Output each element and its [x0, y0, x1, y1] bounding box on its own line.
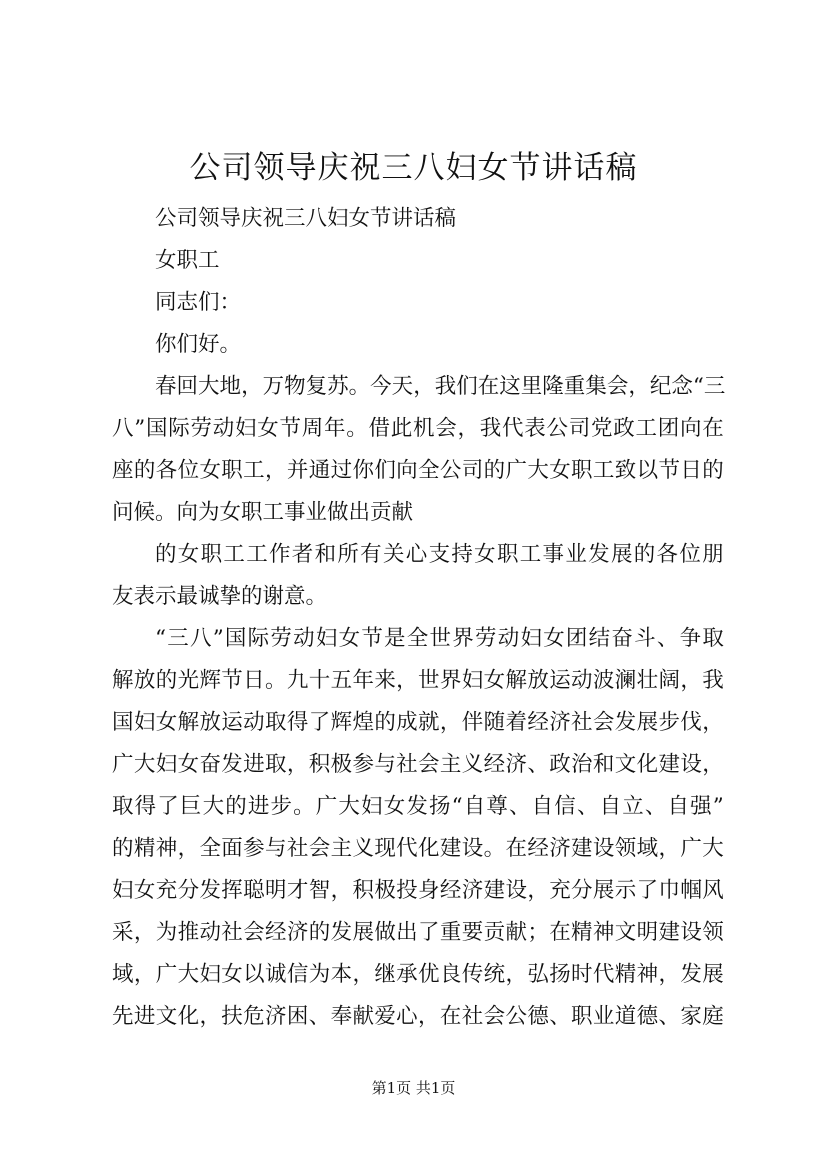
paragraph-line: 同志们：: [155, 290, 242, 315]
paragraph-line: 域 ， 广 大 妇 女 以 诚 信 为 本 ， 继 承 优 良 传 统 ， 弘 扬 时 代 精 神 ， 发 展: [112, 962, 724, 987]
paragraph-line: “ 三 八 ” 国 际 劳 动 妇 女 节 是 全 世 界 劳 动 妇 女 团 结 奋 斗 、 争 取: [155, 626, 724, 651]
paragraph-line: 春 回 大 地 ， 万 物 复 苏 。 今 天 ， 我 们 在 这 里 隆 重 集 会 ， 纪 念 “ 三: [155, 374, 726, 399]
document-title: 公司领导庆祝三八妇女节讲话稿: [189, 150, 638, 186]
paragraph-line: 采 ， 为 推 动 社 会 经 济 的 发 展 做 出 了 重 要 贡 献 ； 在 精 神 文 明 建 设 领: [112, 920, 724, 945]
paragraph-line: 的 精 神 ， 全 面 参 与 社 会 主 义 现 代 化 建 设 。 在 经 济 建 设 领 域 ， 广 大: [112, 836, 724, 861]
paragraph-line: 女职工: [155, 248, 220, 273]
page-footer: 第1页 共1页: [371, 1079, 456, 1097]
paragraph-line: 的 女 职 工 工 作 者 和 所 有 关 心 支 持 女 职 工 事 业 发 展 的 各 位 朋: [155, 542, 724, 567]
document-body: [112, 198, 724, 1038]
paragraph-line: 友表示最诚挚的谢意。: [112, 584, 328, 609]
paragraph-line: 先 进 文 化 ， 扶 危 济 困 、 奉 献 爱 心 ， 在 社 会 公 德 、 职 业 道 德 、 家 庭: [112, 1004, 724, 1029]
paragraph-line: 国 妇 女 解 放 运 动 取 得 了 辉 煌 的 成 就 ， 伴 随 着 经 济 社 会 发 展 步 伐 ，: [112, 710, 724, 735]
paragraph-line: 问候。向为女职工事业做出贡献: [112, 500, 414, 525]
paragraph-line: 广 大 妇 女 奋 发 进 取 ， 积 极 参 与 社 会 主 义 经 济 、 政 治 和 文 化 建 设 ，: [112, 752, 724, 777]
paragraph-line: 妇 女 充 分 发 挥 聪 明 才 智 ， 积 极 投 身 经 济 建 设 ， 充 分 展 示 了 巾 帼 风: [112, 878, 724, 903]
paragraph-line: 座 的 各 位 女 职 工 ， 并 通 过 你 们 向 全 公 司 的 广 大 女 职 工 致 以 节 日 的: [112, 458, 724, 483]
paragraph-line: 你们好。: [155, 332, 242, 357]
paragraph-line: 公司领导庆祝三八妇女节讲话稿: [155, 206, 457, 231]
paragraph-line: 解 放 的 光 辉 节 日 。 九 十 五 年 来 ， 世 界 妇 女 解 放 运 动 波 澜 壮 阔 ， 我: [112, 668, 724, 693]
paragraph-line: 八 ” 国 际 劳 动 妇 女 节 周 年 。 借 此 机 会 ， 我 代 表 公 司 党 政 工 团 向 在: [112, 416, 724, 441]
paragraph-line: 取 得 了 巨 大 的 进 步 。 广 大 妇 女 发 扬 “ 自 尊 、 自 信 、 自 立 、 自 强 ”: [112, 794, 724, 819]
